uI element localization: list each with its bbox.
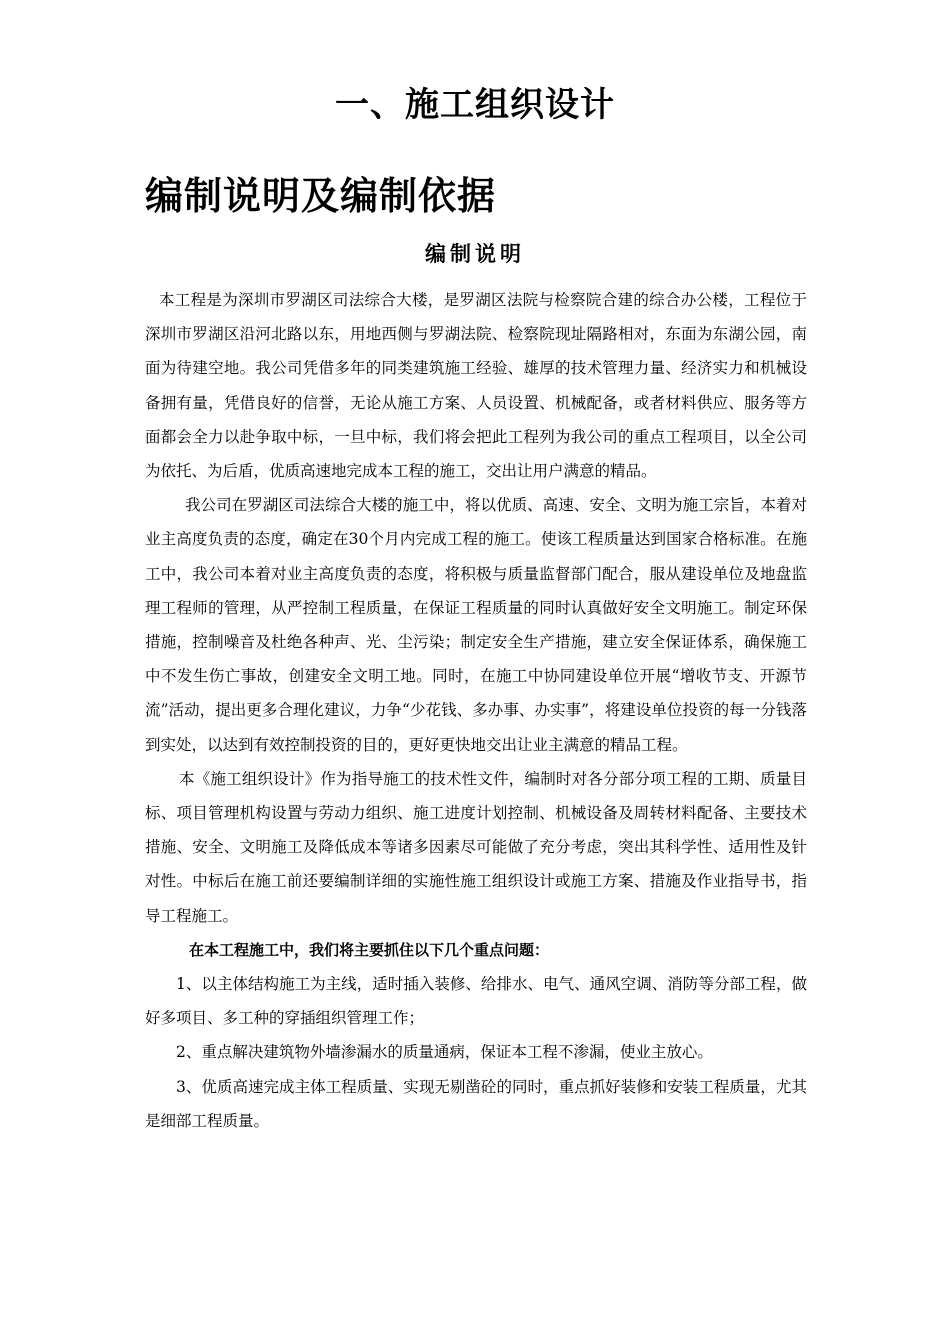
list-item-2: 2、重点解决建筑物外墙渗漏水的质量通病，保证本工程不渗漏，使业主放心。 — [176, 1043, 713, 1062]
paragraph-1: 本工程是为深圳市罗湖区司法综合大楼，是罗湖区法院与检察院合建的综合办公楼，工程位于深圳市罗湖区沿河北路以东，用地西侧与罗湖法院、检察院现址隔路相对，东面为东湖公园，南面为待建空地。我公司凭借多年的同类建筑施工经验、雄厚的技术管理力量、经济实力和机械设备拥有量，凭借良好的信誉，无论从施工方案、人员设置、机械配备，或者材料供应、服务等方面都会全力以赴争取中标，一旦中标，我们将会把此工程列为我公司的重点工程项目，以全公司为依托、为后盾，优质高速地完成本工程的施工，交出让用户满意的精品。 — [145, 291, 807, 481]
section-title: 编制说明及编制依据 — [145, 173, 497, 218]
paragraph-3: 本《施工组织设计》作为指导施工的技术性文件，编制时对各分部分项工程的工期、质量目标、项目管理机构设置与劳动力组织、施工进度计划控制、机械设备及周转材料配备、主要技术措施、安全、文明施工及降低成本等诸多因素尽可能做了充分考虑，突出其科学性、适用性及针对性。中标后在施工前还要编制详细的实施性施工组织设计或施工方案、措施及作业指导书，指导工程施工。 — [145, 769, 807, 925]
list-item-3: 3、优质高速完成主体工程质量、实现无剔凿砼的同时，重点抓好装修和安装工程质量，尤其是细部工程质量。 — [145, 1077, 807, 1130]
paragraph-2: 我公司在罗湖区司法综合大楼的施工中，将以优质、高速、安全、文明为施工宗旨，本着对业主高度负责的态度，确定在30个月内完成工程的施工。使该工程质量达到国家合格标准。在施工中，我公司本着对业主高度负责的态度，将积极与质量监督部门配合，服从建设单位及地盘监理工程师的管理，从严控制工程质量，在保证工程质量的同时认真做好安全文明施工。制定环保措施，控制噪音及杜绝各种声、光、尘污染；制定安全生产措施，建立安全保证体系，确保施工中不发生伤亡事故，创建安全文明工地。同时，在施工中协同建设单位开展“增收节支、开源节流”活动，提出更多合理化建议，力争“少花钱、多办事、办实事”，将建设单位投资的每一分钱落到实处，以达到有效控制投资的目的，更好更快地交出让业主满意的精品工程。 — [145, 496, 807, 754]
list-item-1: 1、以主体结构施工为主线，适时插入装修、给排水、电气、通风空调、消防等分部工程，做好多项目、多工种的穿插组织管理工作； — [145, 975, 807, 1028]
sub-title: 编制说明 — [425, 241, 525, 266]
key-issues-heading: 在本工程施工中，我们将主要抓住以下几个重点问题： — [189, 940, 550, 959]
body-text — [145, 283, 807, 1138]
main-title: 一、施工组织设计 — [335, 85, 615, 125]
